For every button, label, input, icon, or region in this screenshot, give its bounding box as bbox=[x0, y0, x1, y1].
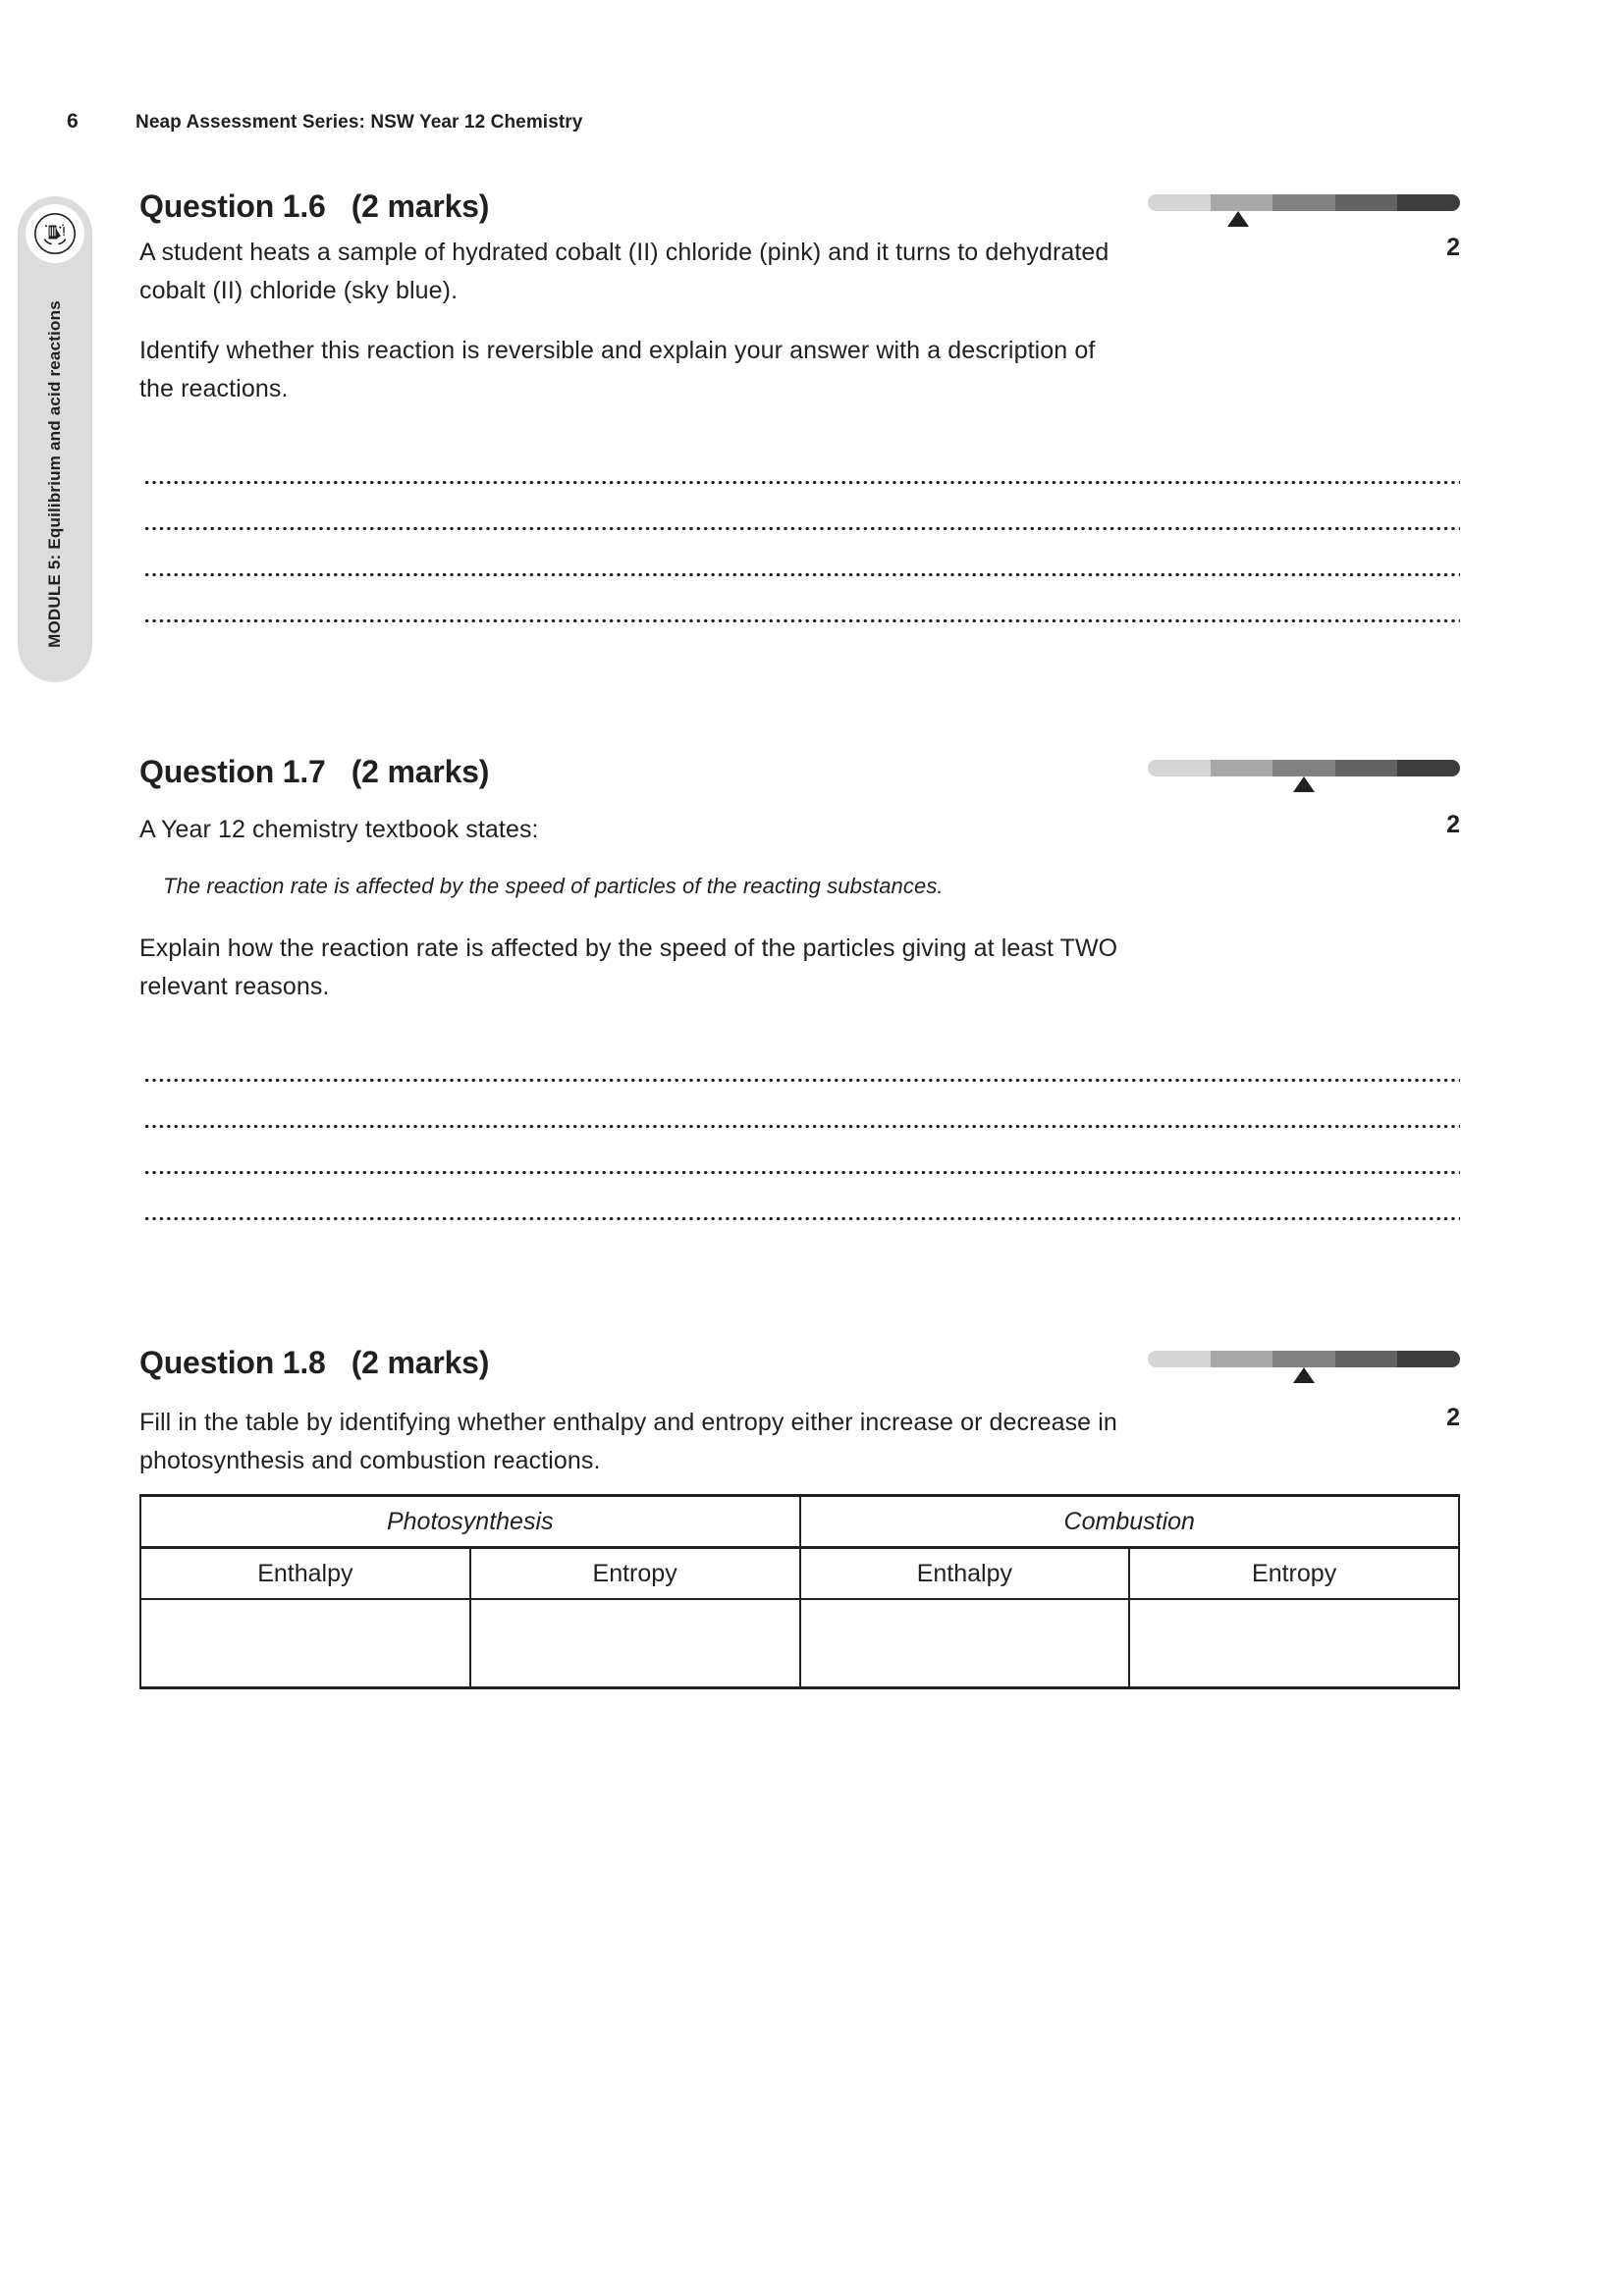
page-header bbox=[0, 110, 1624, 137]
table-row bbox=[140, 1599, 1459, 1688]
question-header-1-6 bbox=[139, 188, 1460, 234]
question-body-1-7 bbox=[139, 811, 1460, 1006]
question-block-1-7 bbox=[139, 754, 1460, 1228]
question-quote: The reaction rate is affected by the speed of particles of the reacting substances. bbox=[163, 874, 944, 898]
difficulty-marker-1-6 bbox=[1227, 211, 1249, 227]
answer-line[interactable] bbox=[145, 492, 1460, 538]
difficulty-meter-1-7 bbox=[1148, 760, 1460, 789]
difficulty-bar-1-6 bbox=[1148, 194, 1460, 211]
answer-line[interactable] bbox=[145, 1043, 1460, 1090]
answer-cell-enthalpy-combustion[interactable] bbox=[800, 1599, 1130, 1688]
group-header-combustion: Combustion bbox=[800, 1496, 1460, 1548]
difficulty-segment-5 bbox=[1397, 194, 1460, 211]
difficulty-segment-2 bbox=[1211, 760, 1273, 776]
question-body-1-6 bbox=[139, 234, 1460, 408]
question-paragraph: Fill in the table by identifying whether enthalpy and entropy either increase or decrease in photosynthesis and combustion reactions. bbox=[139, 1409, 1117, 1474]
marks-value-1-7: 2 bbox=[1446, 811, 1460, 838]
answer-line[interactable] bbox=[145, 584, 1460, 630]
column-header-enthalpy-photosynthesis: Enthalpy bbox=[140, 1548, 470, 1600]
question-header-1-8 bbox=[139, 1345, 1460, 1390]
difficulty-meter-1-6 bbox=[1148, 194, 1460, 224]
difficulty-segment-4 bbox=[1335, 760, 1398, 776]
difficulty-bar-1-7 bbox=[1148, 760, 1460, 776]
difficulty-segment-4 bbox=[1335, 1351, 1398, 1367]
module-label-wrap bbox=[18, 273, 92, 675]
difficulty-marker-1-7 bbox=[1293, 776, 1315, 792]
question-block-1-8 bbox=[139, 1345, 1460, 1689]
question-title-1-6: Question 1.6 (2 marks) bbox=[139, 188, 490, 224]
difficulty-segment-4 bbox=[1335, 194, 1398, 211]
difficulty-segment-5 bbox=[1397, 1351, 1460, 1367]
question-title-1-7: Question 1.7 (2 marks) bbox=[139, 754, 490, 789]
table-column-header-row bbox=[140, 1548, 1459, 1600]
difficulty-segment-3 bbox=[1272, 194, 1335, 211]
difficulty-segment-2 bbox=[1211, 1351, 1273, 1367]
question-paragraph: A Year 12 chemistry textbook states: bbox=[139, 816, 539, 843]
question-paragraph: Identify whether this reaction is reversible and explain your answer with a description of the reactions. bbox=[139, 337, 1096, 402]
answer-line[interactable] bbox=[145, 538, 1460, 584]
difficulty-segment-1 bbox=[1148, 760, 1211, 776]
answer-line[interactable] bbox=[145, 446, 1460, 492]
difficulty-segment-3 bbox=[1272, 1351, 1335, 1367]
answer-cell-enthalpy-photosynthesis[interactable] bbox=[140, 1599, 470, 1688]
module-label: MODULE 5: Equilibrium and acid reactions bbox=[45, 300, 65, 648]
question-block-1-6 bbox=[139, 188, 1460, 630]
difficulty-bar-1-8 bbox=[1148, 1351, 1460, 1367]
difficulty-meter-1-8 bbox=[1148, 1351, 1460, 1380]
answer-lines-1-7 bbox=[139, 1043, 1460, 1228]
answer-cell-entropy-photosynthesis[interactable] bbox=[470, 1599, 800, 1688]
column-header-entropy-photosynthesis: Entropy bbox=[470, 1548, 800, 1600]
difficulty-segment-2 bbox=[1211, 194, 1273, 211]
group-header-photosynthesis: Photosynthesis bbox=[140, 1496, 800, 1548]
difficulty-segment-3 bbox=[1272, 760, 1335, 776]
difficulty-segment-5 bbox=[1397, 760, 1460, 776]
difficulty-marker-1-8 bbox=[1293, 1367, 1315, 1383]
answer-lines-1-6 bbox=[139, 446, 1460, 630]
page-number: 6 bbox=[67, 110, 79, 133]
difficulty-segment-1 bbox=[1148, 194, 1211, 211]
column-header-entropy-combustion: Entropy bbox=[1129, 1548, 1459, 1600]
column-header-enthalpy-combustion: Enthalpy bbox=[800, 1548, 1130, 1600]
answer-cell-entropy-combustion[interactable] bbox=[1129, 1599, 1459, 1688]
question-header-1-7 bbox=[139, 754, 1460, 799]
question-title-1-8: Question 1.8 (2 marks) bbox=[139, 1345, 490, 1380]
difficulty-segment-1 bbox=[1148, 1351, 1211, 1367]
question-paragraph: Explain how the reaction rate is affected by the speed of the particles giving at least TWO relevant reasons. bbox=[139, 934, 1118, 1000]
marks-value-1-6: 2 bbox=[1446, 234, 1460, 261]
module-side-tab bbox=[18, 196, 92, 682]
table-group-header-row bbox=[140, 1496, 1459, 1548]
page-title: Neap Assessment Series: NSW Year 12 Chemistry bbox=[135, 112, 583, 133]
marks-value-1-8: 2 bbox=[1446, 1404, 1460, 1431]
enthalpy-entropy-table bbox=[139, 1494, 1460, 1689]
answer-line[interactable] bbox=[145, 1090, 1460, 1136]
question-body-1-8 bbox=[139, 1404, 1460, 1480]
flask-icon bbox=[26, 204, 84, 263]
question-paragraph: A student heats a sample of hydrated cobalt (II) chloride (pink) and it turns to dehydrated cobalt (II) chloride (sky blue). bbox=[139, 239, 1110, 304]
answer-line[interactable] bbox=[145, 1136, 1460, 1182]
answer-line[interactable] bbox=[145, 1182, 1460, 1228]
